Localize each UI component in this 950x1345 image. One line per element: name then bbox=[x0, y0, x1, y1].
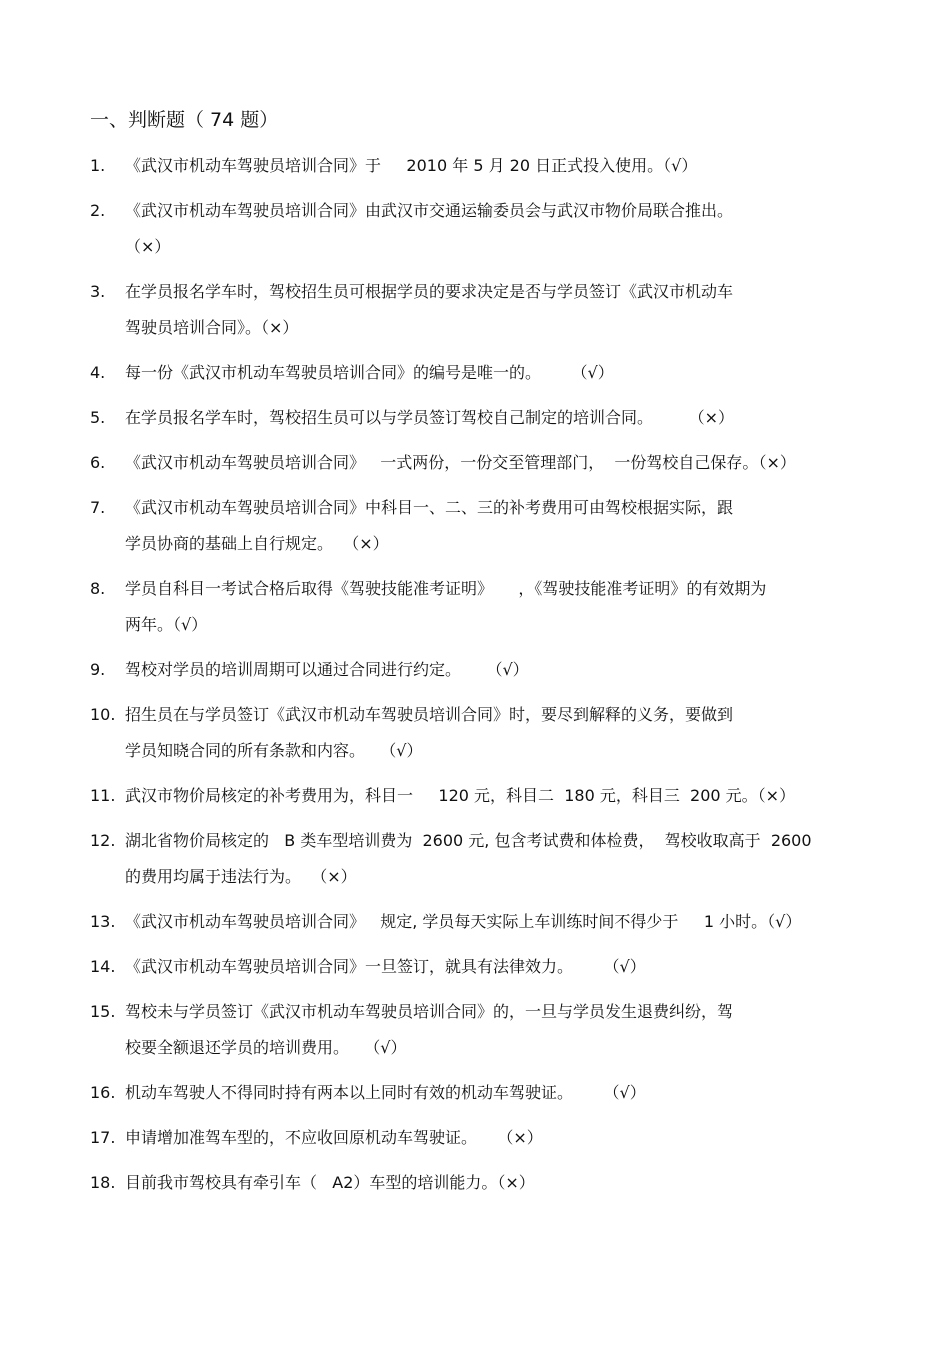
question-text bbox=[125, 1165, 880, 1201]
question-number: 4. bbox=[90, 363, 106, 382]
answer-mark: （×） bbox=[311, 867, 357, 886]
answer-mark: （√） bbox=[173, 615, 208, 634]
question-number: 9. bbox=[90, 660, 106, 679]
question-number: 6. bbox=[90, 453, 106, 472]
question-statement: 机动车驾驶人不得同时持有两本以上同时有效的机动车驾驶证。 bbox=[125, 1083, 604, 1102]
question-item bbox=[90, 148, 880, 184]
question-item bbox=[90, 355, 880, 391]
question-item bbox=[90, 400, 880, 436]
question-text bbox=[125, 1120, 880, 1156]
question-statement: 目前我市驾校具有牵引车（ A2）车型的培训能力。 bbox=[125, 1173, 498, 1192]
question-text bbox=[125, 355, 880, 391]
answer-mark: （√） bbox=[603, 957, 646, 976]
question-list bbox=[90, 148, 880, 1210]
question-item bbox=[90, 1165, 880, 1201]
question-statement: 每一份《武汉市机动车驾驶员培训合同》的编号是唯一的。 bbox=[125, 363, 572, 382]
answer-mark: （×） bbox=[757, 786, 796, 805]
answer-mark: （√） bbox=[486, 660, 529, 679]
question-item bbox=[90, 823, 880, 895]
question-statement: 招生员在与学员签订《武汉市机动车驾驶员培训合同》时，要尽到解释的义务，要做到 学员知晓合同的所有条款和内容。 bbox=[125, 705, 734, 760]
question-statement: 《武汉市机动车驾驶员培训合同》于 2010 年 5 月 20 日正式投入使用。 bbox=[125, 156, 664, 175]
question-item bbox=[90, 490, 880, 562]
question-item bbox=[90, 652, 880, 688]
question-item bbox=[90, 904, 880, 940]
question-item bbox=[90, 274, 880, 346]
question-statement: 《武汉市机动车驾驶员培训合同》中科目一、二、三的补考费用可由驾校根据实际，跟 学员协商的基础上自行规定。 bbox=[125, 498, 734, 553]
question-statement: 学员自科目一考试合格后取得《驾驶技能准考证明》 ，《驾驶技能准考证明》的有效期为 两年。 bbox=[125, 579, 767, 634]
question-item bbox=[90, 571, 880, 643]
question-item bbox=[90, 994, 880, 1066]
question-statement: 《武汉市机动车驾驶员培训合同》由武汉市交通运输委员会与武汉市物价局联合推出。 bbox=[125, 201, 734, 220]
question-statement: 在学员报名学车时，驾校招生员可以与学员签订驾校自己制定的培训合同。 bbox=[125, 408, 689, 427]
question-statement: 武汉市物价局核定的补考费用为，科目一 120 元，科目二 180 元，科目三 200 元。 bbox=[125, 786, 758, 805]
question-text bbox=[125, 652, 880, 688]
answer-mark: （√） bbox=[603, 1083, 646, 1102]
question-statement: 驾校对学员的培训周期可以通过合同进行约定。 bbox=[125, 660, 487, 679]
question-item bbox=[90, 949, 880, 985]
answer-mark: （×） bbox=[497, 1128, 543, 1147]
answer-mark: （×） bbox=[758, 453, 796, 472]
question-number: 1. bbox=[90, 156, 106, 175]
section-title: 一、判断题（ 74 题） bbox=[90, 109, 279, 131]
question-text bbox=[125, 994, 880, 1066]
question-number: 15. bbox=[90, 1002, 116, 1021]
answer-mark: （×） bbox=[497, 1173, 535, 1192]
question-statement: 湖北省物价局核定的 B 类车型培训费为 2600 元, 包含考试费和体检费， 驾校收取高于 2600 的费用均属于违法行为。 bbox=[125, 831, 812, 886]
question-text bbox=[125, 571, 880, 643]
question-number: 12. bbox=[90, 831, 116, 850]
question-text bbox=[125, 949, 880, 985]
question-statement: 在学员报名学车时，驾校招生员可根据学员的要求决定是否与学员签订《武汉市机动车 驾驶员培训合同》。 bbox=[125, 282, 734, 337]
answer-mark: （√） bbox=[364, 1038, 407, 1057]
question-statement: 驾校未与学员签订《武汉市机动车驾驶员培训合同》的，一旦与学员发生退费纠纷，驾 校要全额退还学员的培训费用。 bbox=[125, 1002, 734, 1057]
question-statement: 《武汉市机动车驾驶员培训合同》一旦签订，就具有法律效力。 bbox=[125, 957, 604, 976]
question-number: 7. bbox=[90, 498, 106, 517]
question-text bbox=[125, 445, 880, 481]
question-text bbox=[125, 697, 880, 769]
question-item bbox=[90, 193, 880, 265]
question-number: 2. bbox=[90, 201, 106, 220]
question-number: 5. bbox=[90, 408, 106, 427]
question-number: 8. bbox=[90, 579, 106, 598]
question-text bbox=[125, 904, 880, 940]
question-text bbox=[125, 778, 880, 814]
question-text bbox=[125, 490, 880, 562]
question-statement: 申请增加准驾车型的，不应收回原机动车驾驶证。 bbox=[125, 1128, 498, 1147]
question-statement: 《武汉市机动车驾驶员培训合同》 规定, 学员每天实际上车训练时间不得少于 1 小时。 bbox=[125, 912, 768, 931]
question-number: 11. bbox=[90, 786, 116, 805]
question-number: 16. bbox=[90, 1083, 116, 1102]
answer-mark: （√） bbox=[767, 912, 802, 931]
question-item bbox=[90, 1075, 880, 1111]
question-item bbox=[90, 1120, 880, 1156]
answer-mark: （√） bbox=[380, 741, 423, 760]
question-statement: 《武汉市机动车驾驶员培训合同》 一式两份，一份交至管理部门， 一份驾校自己保存。 bbox=[125, 453, 759, 472]
question-number: 10. bbox=[90, 705, 116, 724]
question-text bbox=[125, 823, 880, 895]
question-number: 18. bbox=[90, 1173, 116, 1192]
question-number: 13. bbox=[90, 912, 116, 931]
answer-mark: （√） bbox=[663, 156, 698, 175]
question-text bbox=[125, 148, 880, 184]
answer-mark: （×） bbox=[261, 318, 299, 337]
answer-mark: （×） bbox=[688, 408, 735, 427]
question-item bbox=[90, 697, 880, 769]
answer-mark: （×） bbox=[343, 534, 389, 553]
question-item bbox=[90, 445, 880, 481]
answer-mark: （√） bbox=[571, 363, 614, 382]
question-text bbox=[125, 400, 880, 436]
question-number: 17. bbox=[90, 1128, 116, 1147]
question-text bbox=[125, 1075, 880, 1111]
question-number: 14. bbox=[90, 957, 116, 976]
question-text bbox=[125, 274, 880, 346]
question-item bbox=[90, 778, 880, 814]
answer-mark: （×） bbox=[125, 237, 171, 256]
question-number: 3. bbox=[90, 282, 106, 301]
question-text bbox=[125, 193, 880, 265]
